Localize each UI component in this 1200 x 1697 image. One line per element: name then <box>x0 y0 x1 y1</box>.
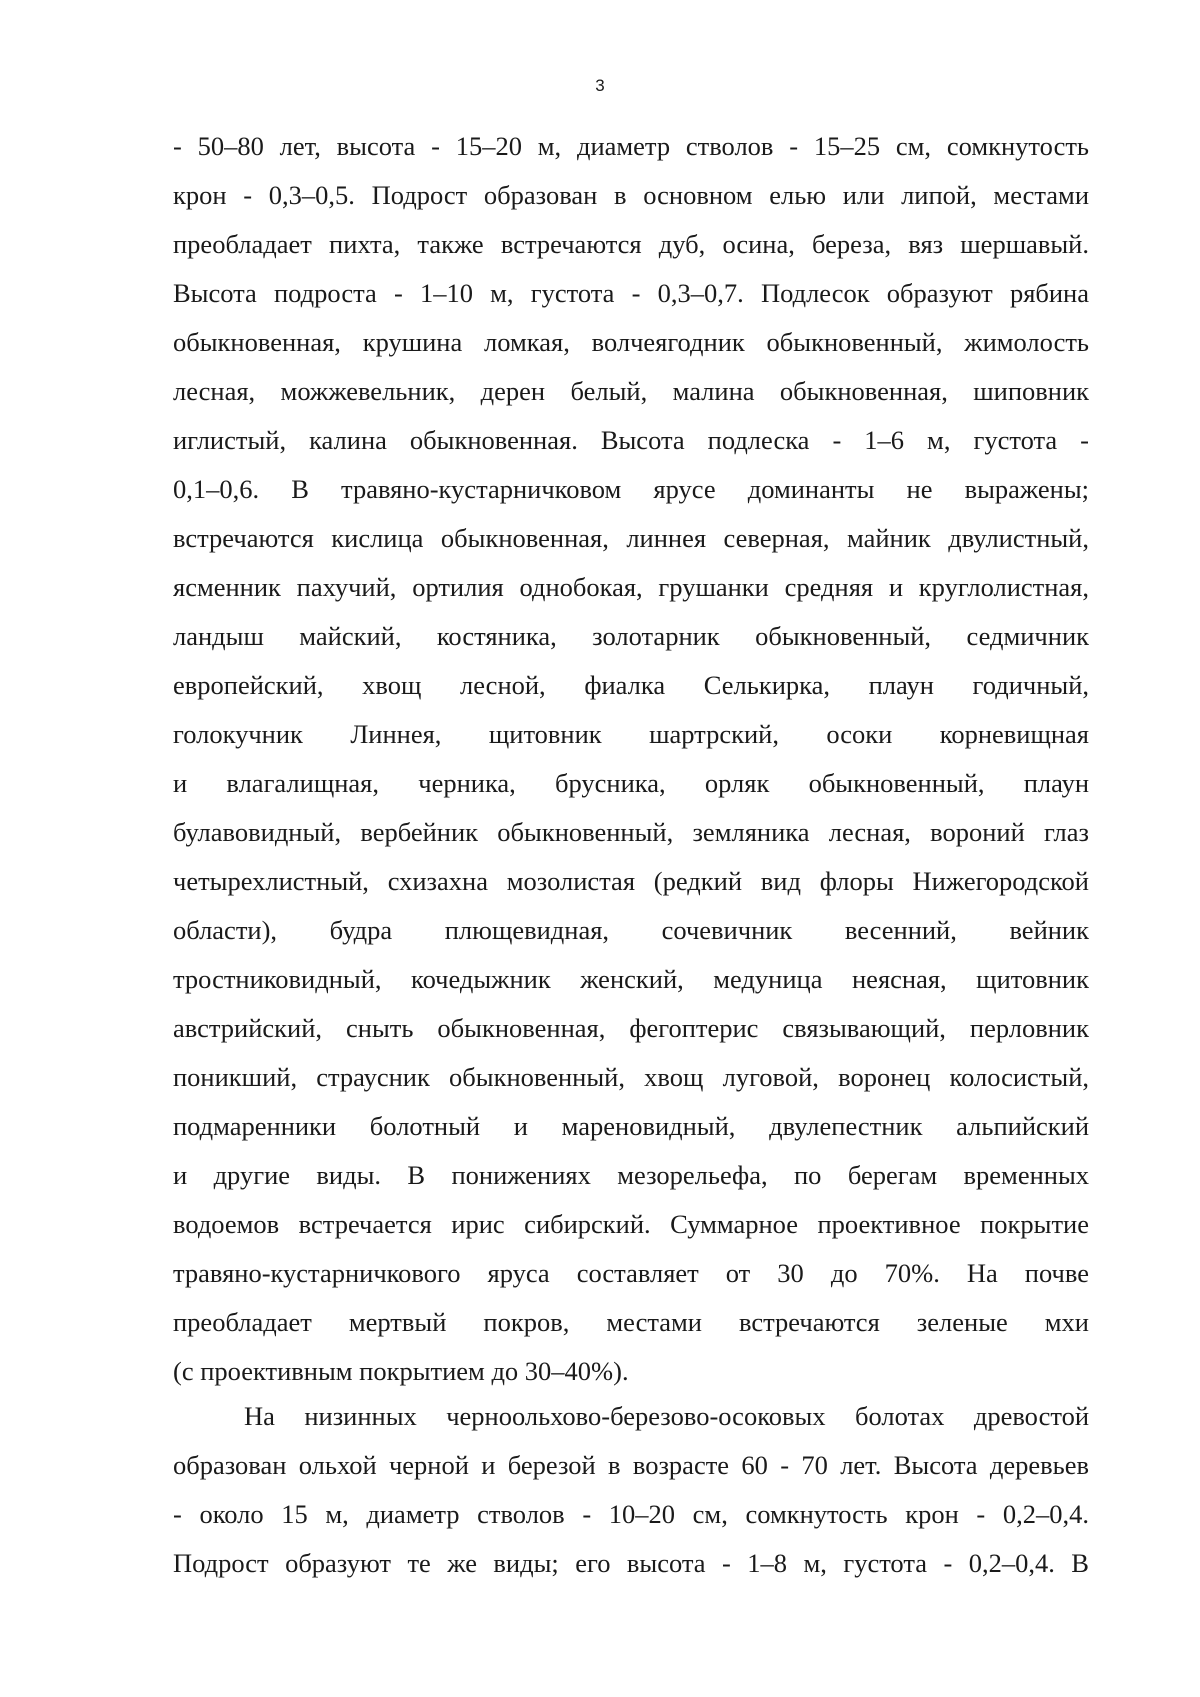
text-line: водоемов встречается ирис сибирский. Суммарное проективное покрытие <box>173 1209 1089 1239</box>
text-line: и влагалищная, черника, брусника, орляк обыкновенный, плаун <box>173 768 1089 798</box>
text-line: травяно-кустарничкового яруса составляет от 30 до 70%. На почве <box>173 1258 1089 1288</box>
text-line: области), будра плющевидная, сочевичник весенний, вейник <box>173 915 1089 945</box>
text-line: обыкновенная, крушина ломкая, волчеягодник обыкновенный, жимолость <box>173 327 1089 357</box>
page-number: 3 <box>595 76 605 95</box>
text-line: четырехлистный, схизахна мозолистая (редкий вид флоры Нижегородской <box>173 866 1089 896</box>
text-line: лесная, можжевельник, дерен белый, малина обыкновенная, шиповник <box>173 376 1089 406</box>
text-line: Подрост образуют те же виды; его высота - 1–8 м, густота - 0,2–0,4. В <box>173 1548 1089 1578</box>
text-line: тростниковидный, кочедыжник женский, медуница неясная, щитовник <box>173 964 1089 994</box>
text-line: преобладает пихта, также встречаются дуб, осина, береза, вяз шершавый. <box>173 229 1089 259</box>
text-line: австрийский, сныть обыкновенная, фегоптерис связывающий, перловник <box>173 1013 1089 1043</box>
text-line: - около 15 м, диаметр стволов - 10–20 см, сомкнутость крон - 0,2–0,4. <box>173 1499 1089 1529</box>
text-line: - 50–80 лет, высота - 15–20 м, диаметр стволов - 15–25 см, сомкнутость <box>173 131 1089 161</box>
text-line: булавовидный, вербейник обыкновенный, земляника лесная, вороний глаз <box>173 817 1089 847</box>
text-line: На низинных черноольхово-березово-осоковых болотах древостой <box>244 1401 1089 1431</box>
text-line: подмаренники болотный и мареновидный, двулепестник альпийский <box>173 1111 1089 1141</box>
paragraph-swamp-description <box>173 1392 1089 1588</box>
text-line: Высота подроста - 1–10 м, густота - 0,3–0,7. Подлесок образуют рябина <box>173 278 1089 308</box>
text-line: поникший, страусник обыкновенный, хвощ луговой, воронец колосистый, <box>173 1062 1089 1092</box>
text-line: ландыш майский, костяника, золотарник обыкновенный, седмичник <box>173 621 1089 651</box>
text-line: голокучник Линнея, щитовник шартрский, осоки корневищная <box>173 719 1089 749</box>
text-line: (с проективным покрытием до 30–40%). <box>173 1356 629 1386</box>
text-line: образован ольхой черной и березой в возрасте 60 - 70 лет. Высота деревьев <box>173 1450 1089 1480</box>
text-line: 0,1–0,6. В травяно-кустарничковом ярусе доминанты не выражены; <box>173 474 1089 504</box>
paragraph-forest-description <box>173 122 1089 1396</box>
text-line: ясменник пахучий, ортилия однобокая, грушанки средняя и круглолистная, <box>173 572 1089 602</box>
text-line: встречаются кислица обыкновенная, линнея северная, майник двулистный, <box>173 523 1089 553</box>
text-line: и другие виды. В понижениях мезорельефа, по берегам временных <box>173 1160 1089 1190</box>
text-line: крон - 0,3–0,5. Подрост образован в основном елью или липой, местами <box>173 180 1089 210</box>
text-line: иглистый, калина обыкновенная. Высота подлеска - 1–6 м, густота - <box>173 425 1089 455</box>
text-line: европейский, хвощ лесной, фиалка Селькирка, плаун годичный, <box>173 670 1089 700</box>
text-line: преобладает мертвый покров, местами встречаются зеленые мхи <box>173 1307 1089 1337</box>
